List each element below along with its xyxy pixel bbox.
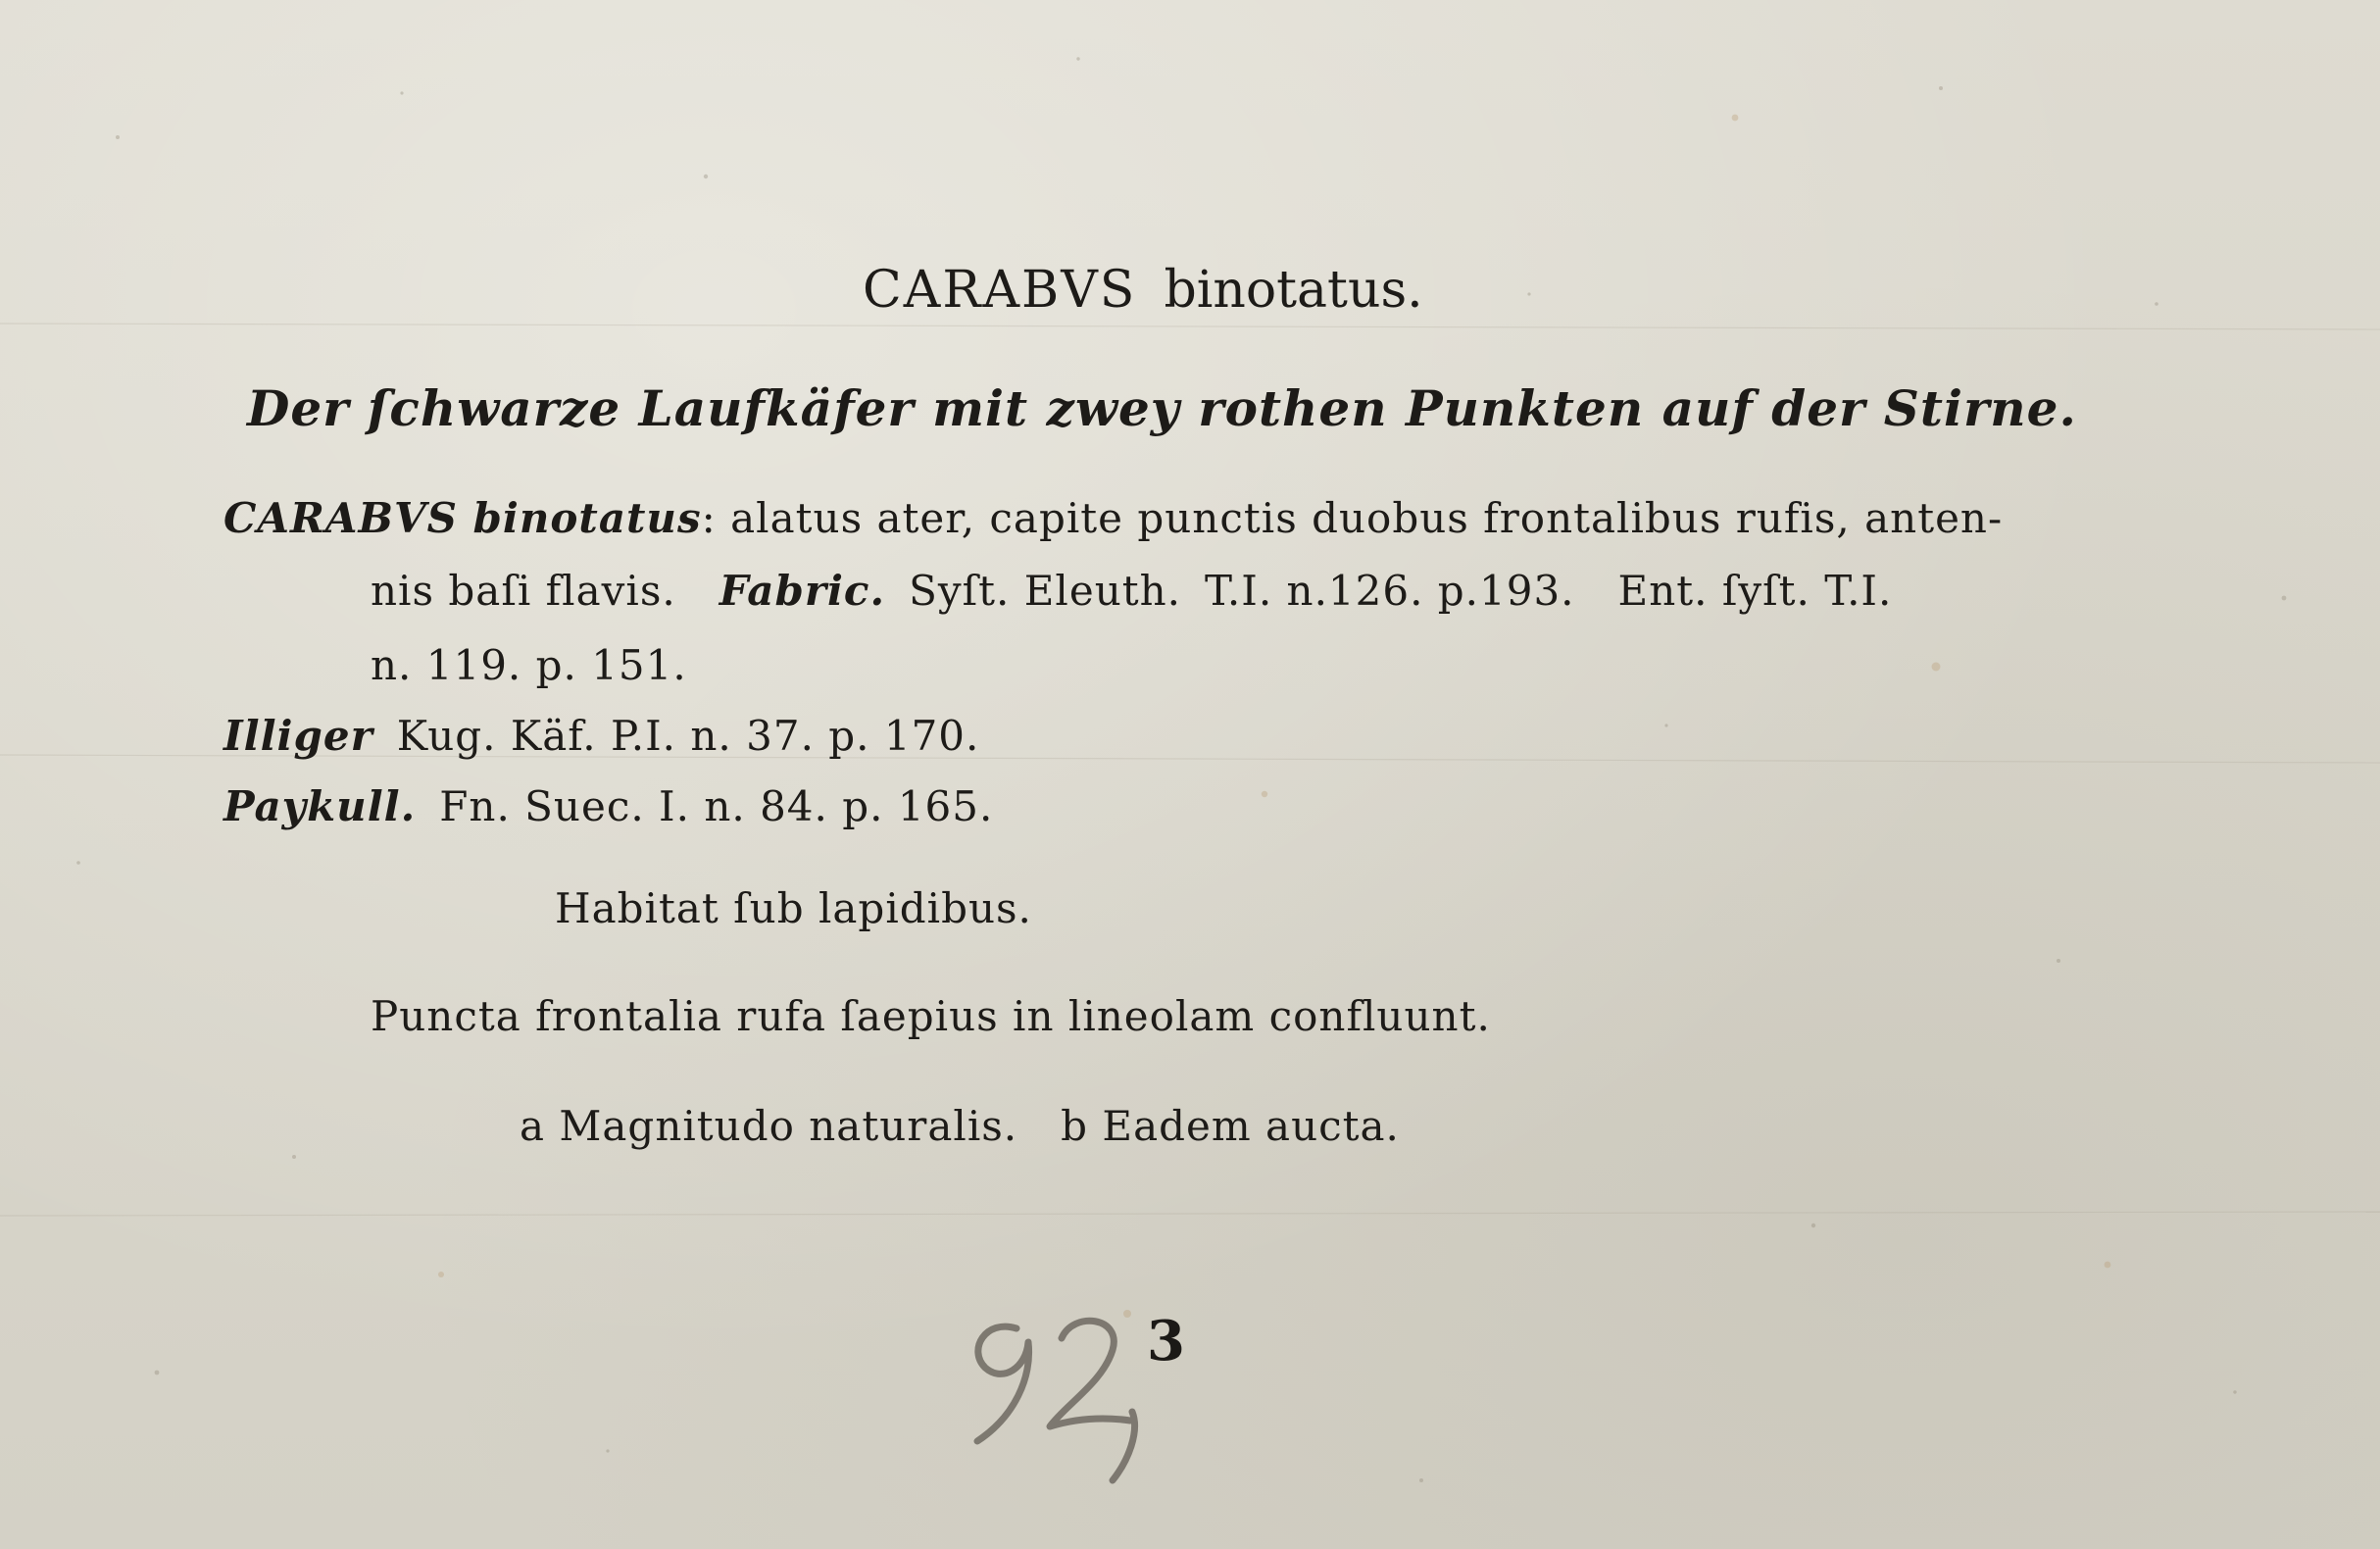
entry-carabus-name: CARABVS binotatus <box>223 494 702 542</box>
entry-illiger <box>223 712 980 760</box>
entry-fabric-text-b: Syſt. Eleuth. <box>909 567 1182 615</box>
entry-fabric-text-c: T.I. n.126. p.193. <box>1205 567 1575 615</box>
caption-b: b Eadem aucta. <box>1061 1102 1400 1150</box>
title-genus: CARABVS <box>863 261 1137 320</box>
entry-continuation: n. 119. p. 151. <box>371 641 687 689</box>
entry-fabric-text-d: Ent. ſyſt. T.I. <box>1617 567 1893 615</box>
entry-paykull-author: Paykull. <box>223 782 417 830</box>
plate-number: 3 <box>1147 1309 1185 1374</box>
entry-paykull <box>223 782 994 830</box>
figure-caption <box>520 1102 1400 1150</box>
entry-fabric-author: Fabric. <box>719 567 886 615</box>
entry-fabric <box>371 567 1893 615</box>
german-subtitle: Der ſchwarze Laufkäfer mit zwey rothen Punkten auf der Stirne. <box>247 379 2077 437</box>
caption-a: a Magnitudo naturalis. <box>520 1102 1018 1150</box>
entry-illiger-author: Illiger <box>223 712 373 760</box>
habitat-line: Habitat ſub lapidibus. <box>555 884 1032 932</box>
entry-carabus <box>223 494 2004 542</box>
entry-fabric-text-a: nis baſi flavis. <box>371 567 676 615</box>
entry-carabus-description: : alatus ater, capite punctis duobus frontalibus rufis, anten- <box>701 494 2004 542</box>
entry-illiger-reference: Kug. Käf. P.I. n. 37. p. 170. <box>396 712 980 760</box>
entry-paykull-reference: Fn. Suec. I. n. 84. p. 165. <box>439 782 994 830</box>
title-species: binotatus. <box>1164 261 1423 320</box>
title <box>863 261 1423 320</box>
note-line: Puncta frontalia rufa ſaepius in lineolam confluunt. <box>371 992 1491 1040</box>
